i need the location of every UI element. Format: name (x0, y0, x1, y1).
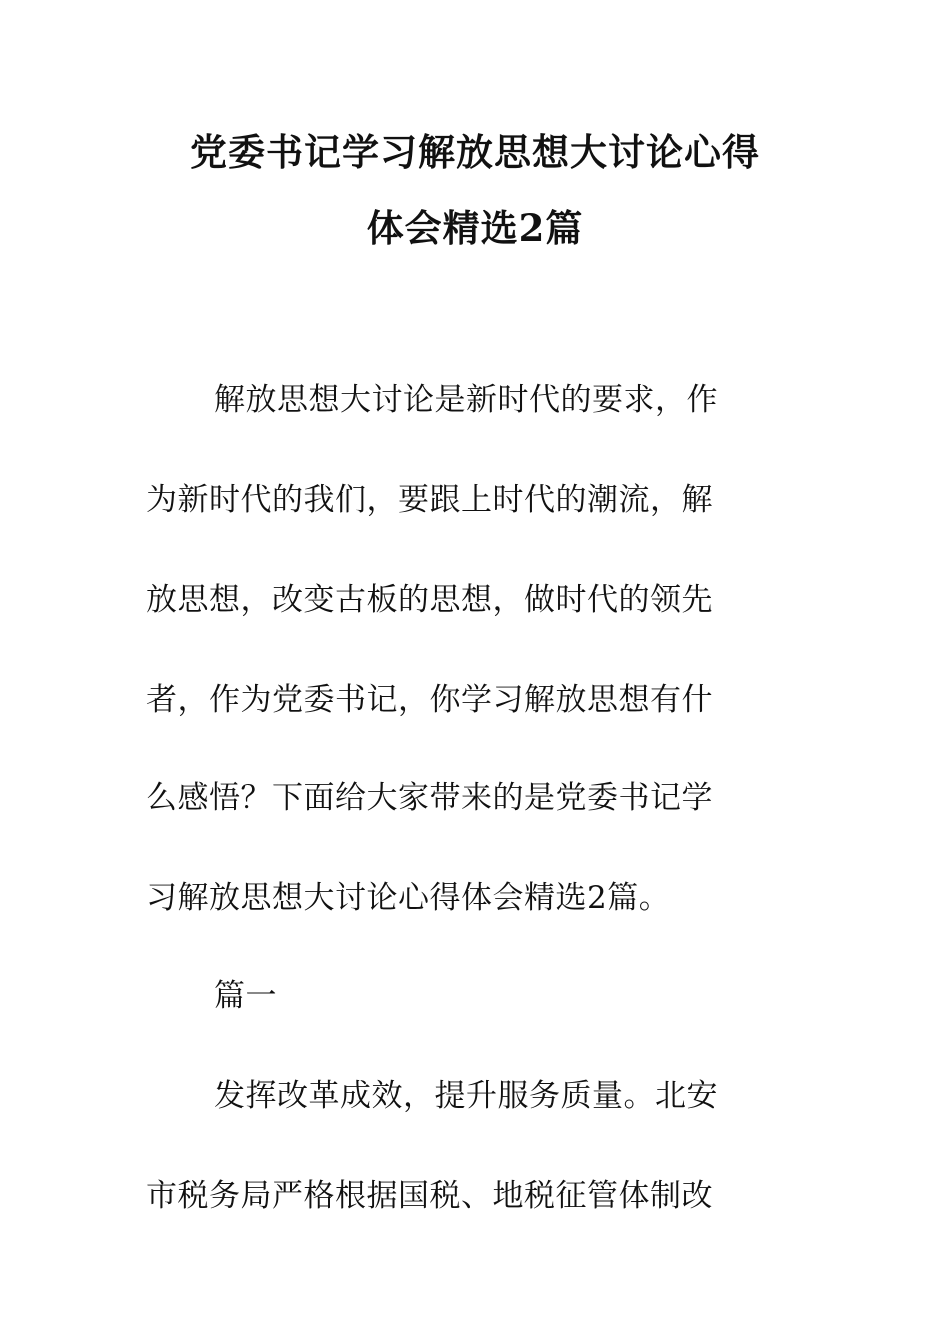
paragraph-line: 市税务局严格根据国税、地税征管体制改 (146, 1178, 713, 1214)
paragraph-line: 习解放思想大讨论心得体会精选2篇。 (146, 880, 671, 916)
paragraph-line: 者，作为党委书记，你学习解放思想有什 (146, 682, 713, 718)
document-title-line-1: 党委书记学习解放思想大讨论心得 (190, 130, 760, 174)
section-heading: 篇一 (214, 978, 277, 1014)
document-title-line-2: 体会精选2篇 (366, 206, 584, 250)
paragraph-line: 为新时代的我们，要跟上时代的潮流，解 (146, 482, 713, 518)
paragraph-line: 放思想，改变古板的思想，做时代的领先 (146, 582, 713, 618)
paragraph-line: 发挥改革成效，提升服务质量。北安 (214, 1078, 718, 1114)
paragraph-line: 解放思想大讨论是新时代的要求，作 (214, 382, 718, 418)
paragraph-line: 么感悟？下面给大家带来的是党委书记学 (146, 780, 713, 816)
